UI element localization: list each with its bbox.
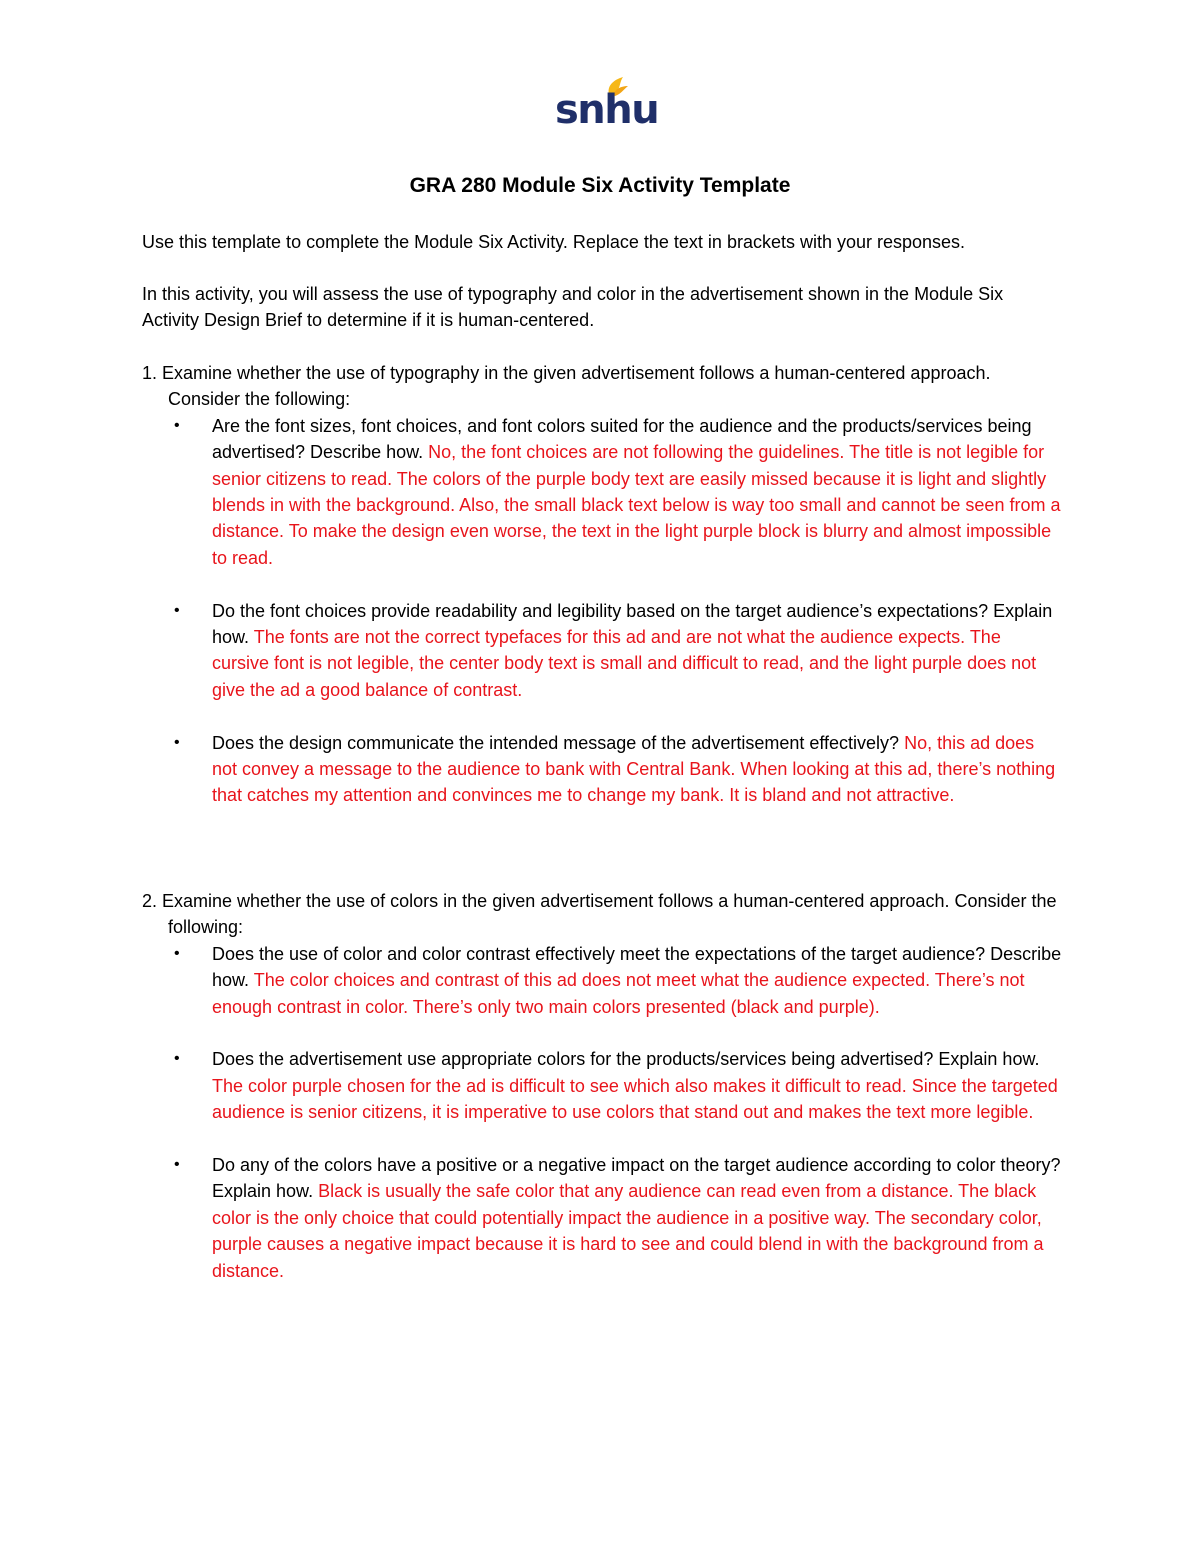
list-item (142, 941, 1062, 1020)
question-text: Does the use of color and color contrast effectively meet the expectations of the target audience? Describe how. (212, 943, 1062, 991)
question-text: Are the font sizes, font choices, and font colors suited for the audience and the products/services being advertised? Describe how. (212, 415, 1032, 463)
answer-text: No, the font choices are not following the guidelines. The title is not legible for senior citizens to read. The colors of the purple body text are easily missed because it is light and slightly blends in with the background. Also, the small black text below is way too small and cannot be seen from a distance. To make the design even worse, the text in the light purple block is blurry and almost impossible to read. (212, 442, 1061, 568)
list-item (142, 1152, 1062, 1284)
answer-text: The color purple chosen for the ad is difficult to see which also makes it difficult to read. Since the targeted audience is senior citizens, it is imperative to use colors that stand out and makes the text more legible. (212, 1075, 1058, 1123)
section-colors (142, 888, 1062, 1310)
bullet: • (174, 944, 180, 962)
intro-paragraph: Use this template to complete the Module Six Activity. Replace the text in brackets with your responses. (142, 232, 966, 252)
page-title: GRA 280 Module Six Activity Template (409, 174, 791, 197)
answer-text: The color choices and contrast of this ad does not meet what the audience expected. There’s not enough contrast in color. There’s only two main colors presented (black and purple). (212, 970, 1025, 1017)
question-text: Do any of the colors have a positive or a negative impact on the target audience according to color theory? Explain how. (212, 1155, 1061, 1202)
bullet: • (174, 1050, 180, 1068)
answer-text: Black is usually the safe color that any audience can read even from a distance. The black color is the only choice that could potentially impact the audience in a positive way. The secondary color, purple causes a negative impact because it is hard to see and could blend in with the background from a distance. (212, 1181, 1044, 1281)
list-item (142, 413, 1062, 571)
answer-text: No, this ad does not convey a message to the audience to bank with Central Bank. When looking at this ad, there’s nothing that catches my attention and convinces me to change my bank. It is bland and not attractive. (212, 732, 1056, 806)
question-list (142, 941, 1062, 1284)
snhu-logo (555, 74, 659, 134)
list-item (142, 730, 1062, 809)
section-typography (142, 360, 1062, 835)
bullet: • (174, 601, 180, 619)
question-text: Do the font choices provide readability and legibility based on the target audience’s expectations? Explain how. (212, 600, 1053, 648)
bullet: • (174, 733, 180, 751)
context-paragraph: In this activity, you will assess the use of typography and color in the advertisement shown in the Module Six Activity Design Brief to determine if it is human-centered. (142, 284, 1004, 331)
bullet: • (174, 1156, 180, 1174)
question-text: Does the advertisement use appropriate colors for the products/services being advertised? Explain how. (212, 1049, 1040, 1070)
logo-text: snhu (555, 87, 659, 133)
bullet: • (174, 416, 180, 434)
question-text: Does the design communicate the intended message of the advertisement effectively? (212, 732, 900, 753)
question-list (142, 413, 1062, 809)
list-item (142, 598, 1062, 704)
section-heading: 1. Examine whether the use of typography in the given advertisement follows a human-centered approach. Consider the following: (142, 363, 991, 410)
answer-text: The fonts are not the correct typefaces for this ad and are not what the audience expects. The cursive font is not legible, the center body text is small and difficult to read, and the light purple does not give the ad a good balance of contrast. (212, 627, 1037, 700)
section-heading: 2. Examine whether the use of colors in the given advertisement follows a human-centered approach. Consider the following: (142, 891, 1057, 938)
list-item (142, 1046, 1062, 1125)
